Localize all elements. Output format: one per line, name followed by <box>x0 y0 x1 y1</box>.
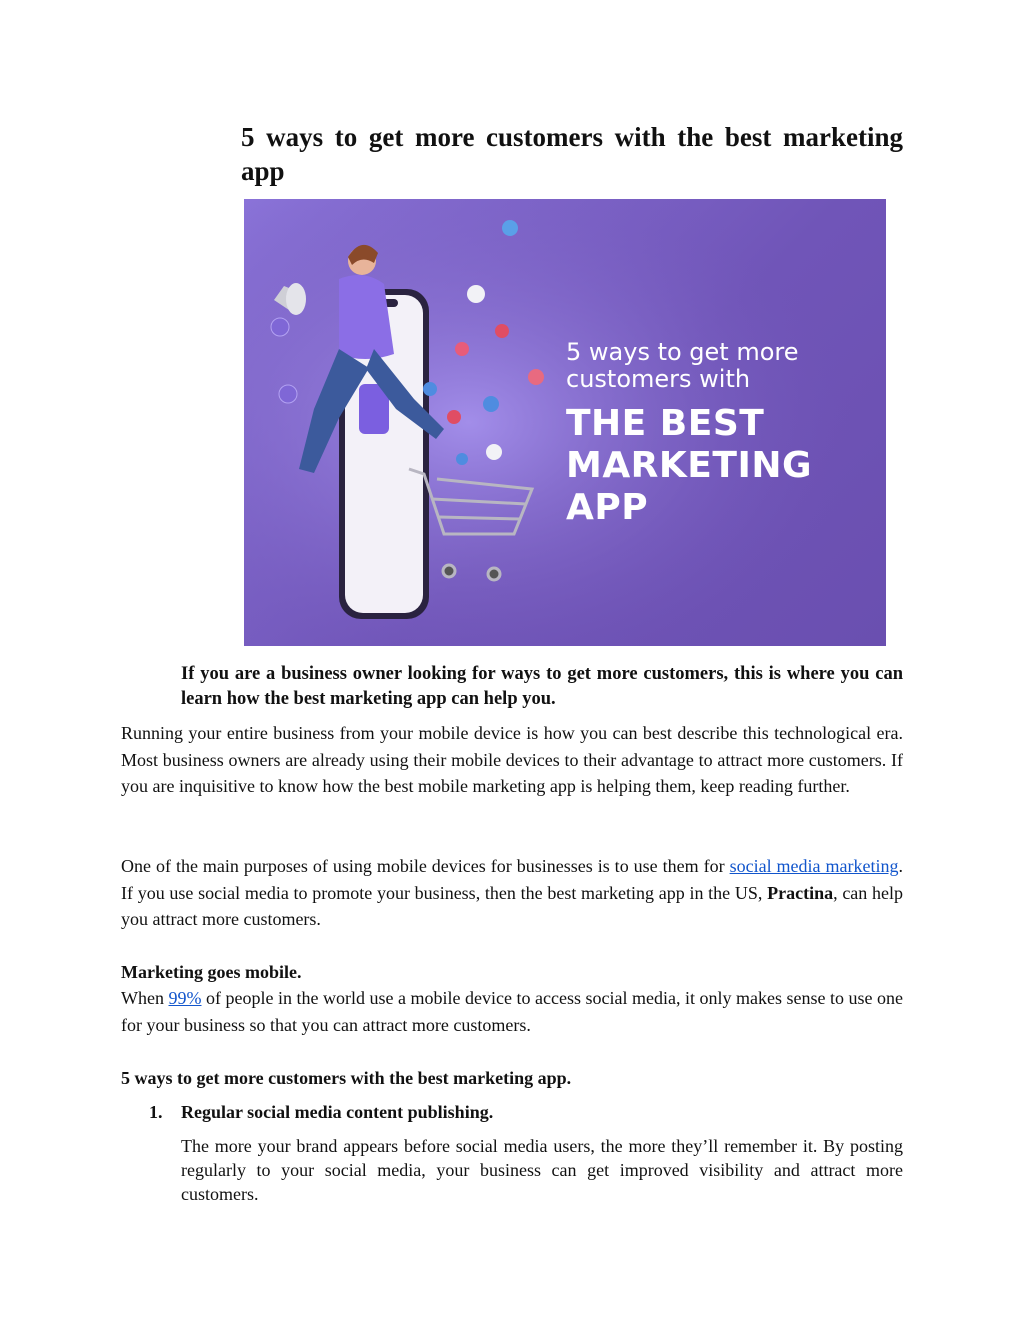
paragraph-1: Running your entire business from your mobile device is how you can best describe this technological era. Most business owners are already using their mobile devices to their advantage to attract more customers. If you are inquisitive to know how the best mobile marketing app is helping them, keep reading further. <box>121 723 903 796</box>
ninety-nine-percent-link[interactable]: 99% <box>168 988 202 1008</box>
paragraph-2-text-b: . If you use social media to promote your business, then the best marketing app in the US, <box>121 856 903 903</box>
hero-caption <box>566 339 866 529</box>
list-item-number: 1. <box>149 1102 163 1122</box>
hero-line-2: customers with <box>566 365 751 393</box>
hero-big-line-2: MARKETING <box>566 445 813 486</box>
paragraph-3-text-b: of people in the world use a mobile device to access social media, it only makes sense to use one for your business so that you can attract more customers. <box>121 988 904 1035</box>
intro-paragraph: If you are a business owner looking for ways to get more customers, this is where you can learn how the best marketing app can help you. <box>181 664 903 709</box>
social-media-marketing-link[interactable]: social media marketing <box>729 856 899 876</box>
hero-big-line-3: APP <box>566 487 649 528</box>
list-item-body: The more your brand appears before social media users, the more they’ll remember it. By posting regularly to your social media, your business can get improved visibility and attract more customers. <box>181 1136 903 1204</box>
list-item-heading: Regular social media content publishing. <box>181 1102 494 1122</box>
hero-big-line-1: THE BEST <box>566 403 765 444</box>
section-heading-marketing-mobile: Marketing goes mobile. <box>121 962 302 982</box>
hero-image <box>244 199 886 646</box>
paragraph-3 <box>121 985 903 1038</box>
paragraph-2 <box>121 853 903 933</box>
hero-line-1: 5 ways to get more <box>566 338 799 366</box>
paragraph-3-text-a: When <box>121 988 169 1008</box>
page-title: 5 ways to get more customers with the best marketing app <box>241 122 903 186</box>
section-heading-five-ways: 5 ways to get more customers with the best marketing app. <box>121 1068 572 1088</box>
practina-brand: Practina <box>767 882 834 903</box>
paragraph-2-text-a: One of the main purposes of using mobile devices for businesses is to use them for <box>121 856 730 876</box>
paragraph-2-text-c: , can help you attract more customers. <box>121 882 904 929</box>
